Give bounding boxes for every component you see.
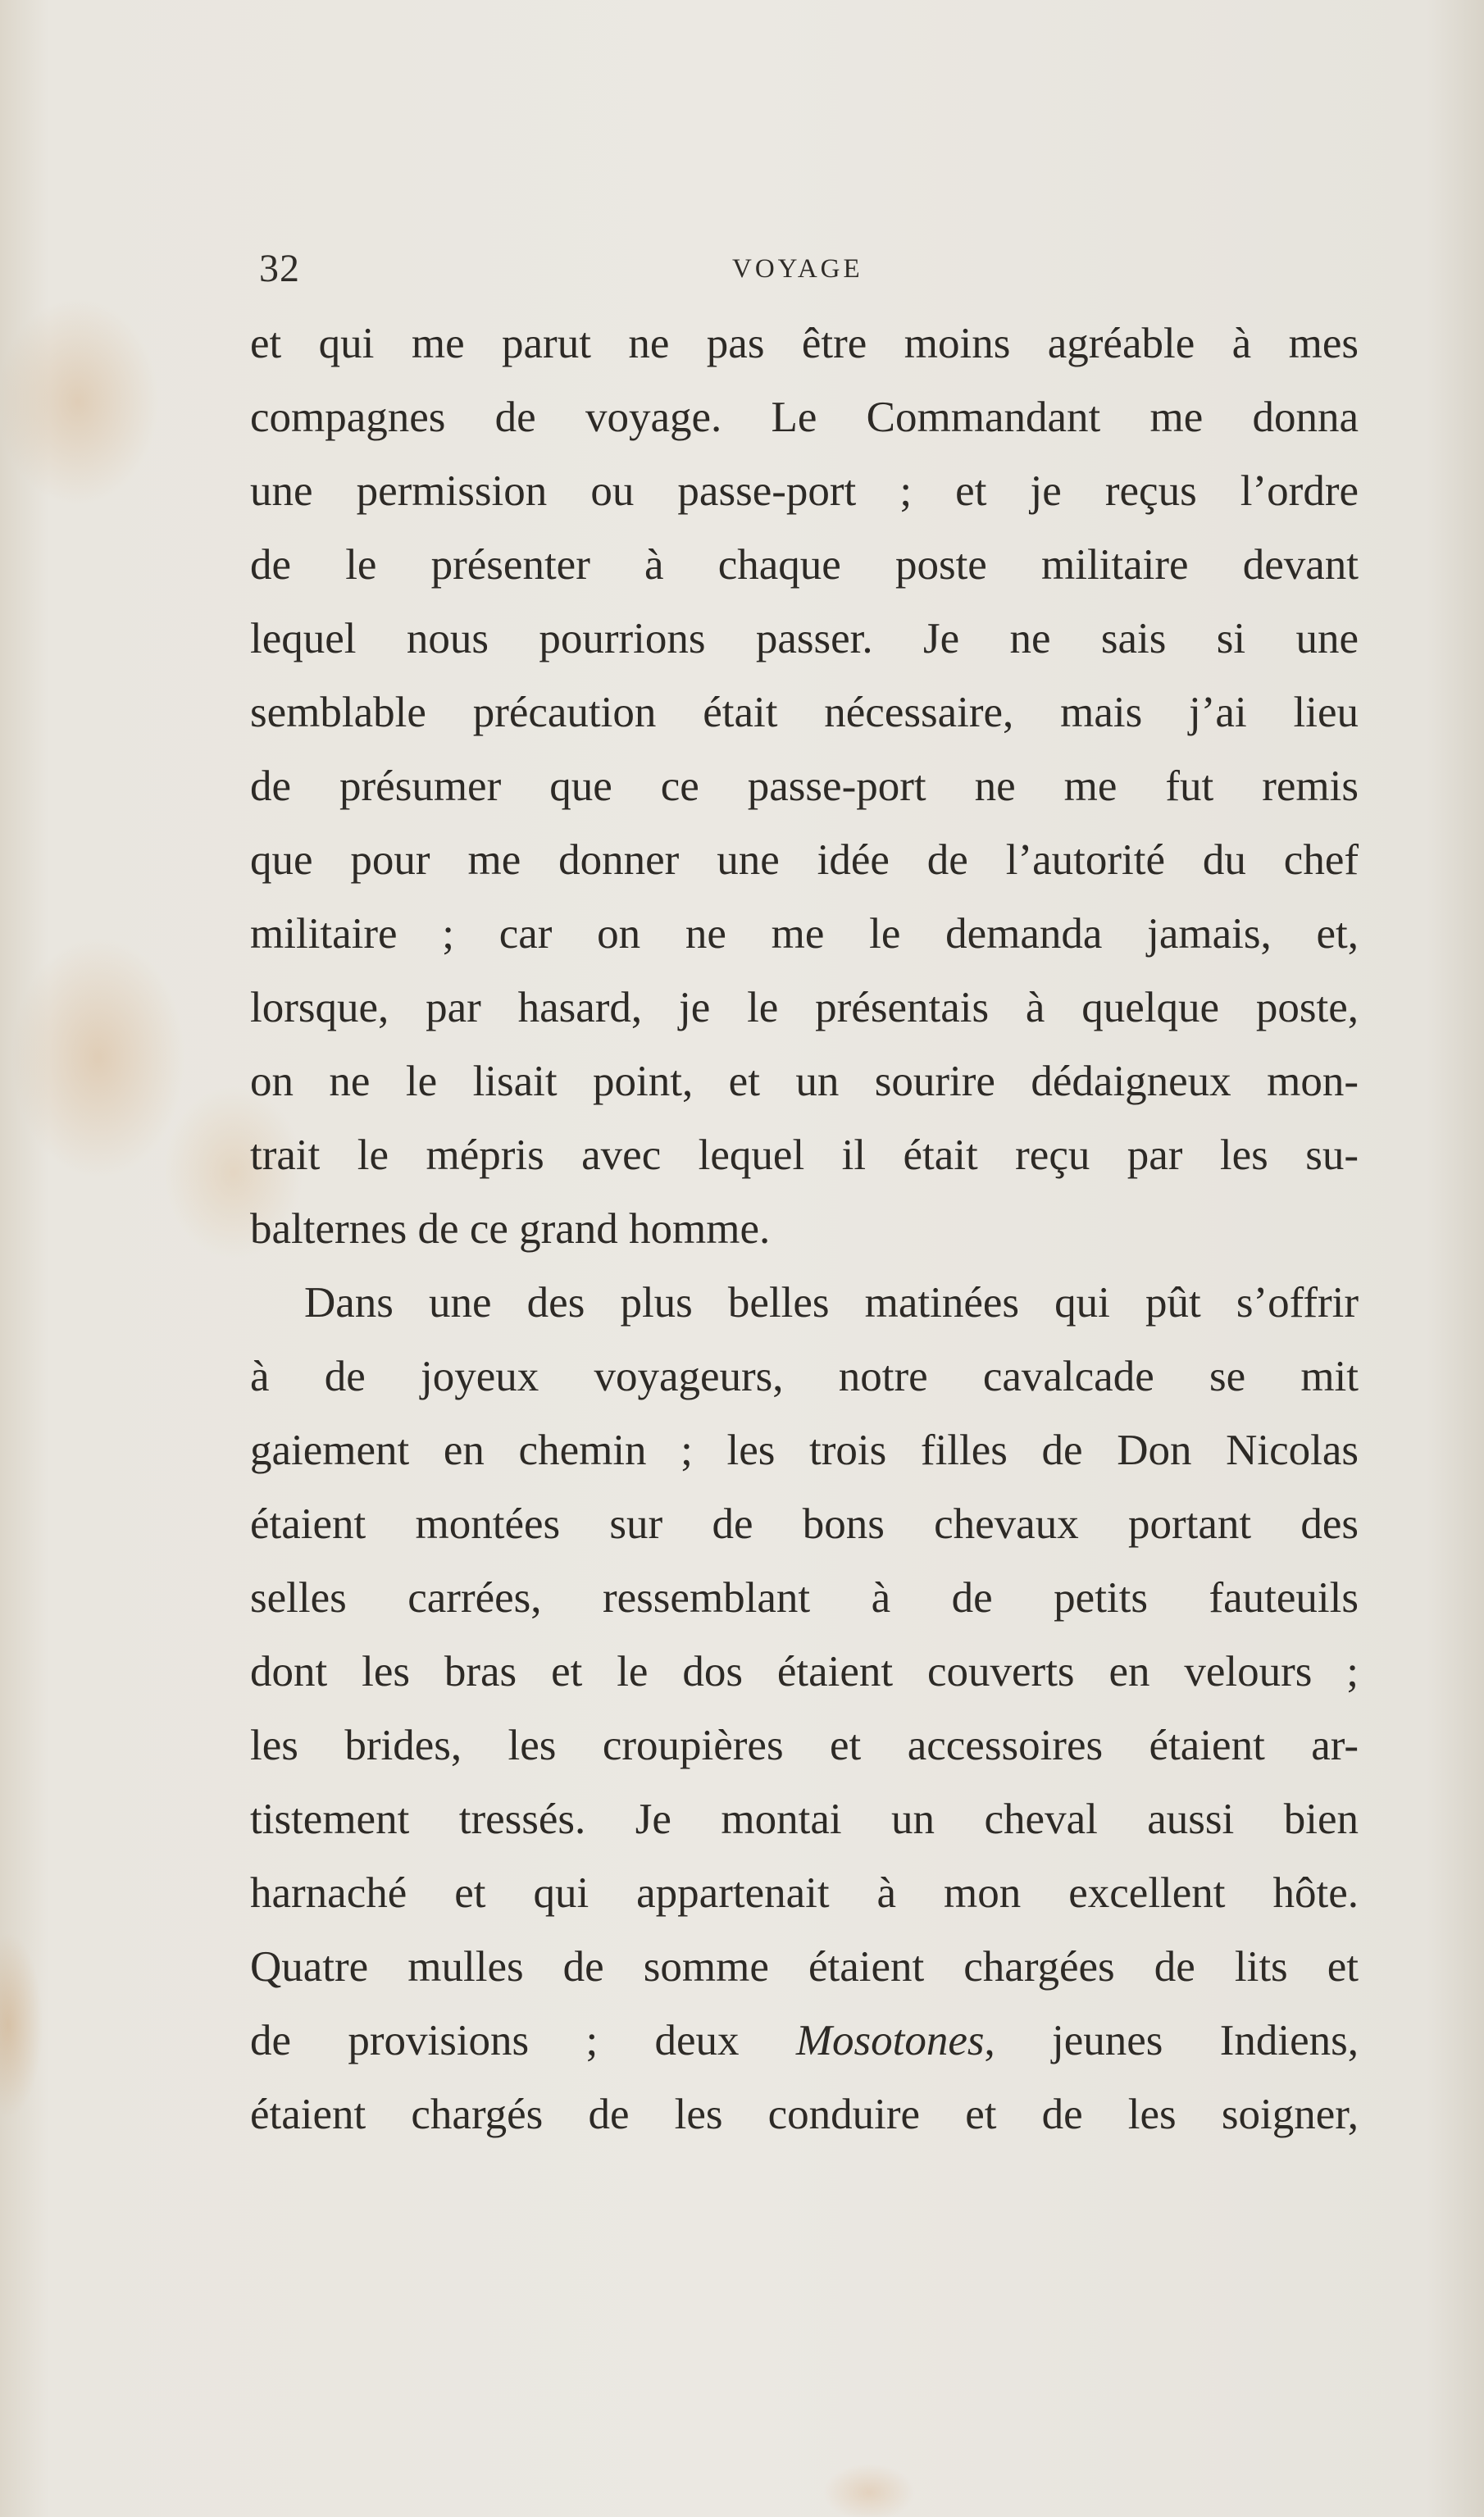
text-line: une permission ou passe-port ; et je reçus l’ordre: [250, 467, 1359, 515]
italic-term: Mosotones: [795, 2017, 985, 2064]
text-line: selles carrées, ressemblant à de petits fauteuils: [250, 1574, 1359, 1622]
text-line: Quatre mulles de somme étaient chargées de lits et: [250, 1943, 1359, 1991]
text-line: et qui me parut ne pas être moins agréable à mes: [250, 320, 1359, 367]
page-header: [0, 246, 1484, 295]
text-line: les brides, les croupières et accessoires étaient ar-: [250, 1722, 1359, 1769]
text-line: à de joyeux voyageurs, notre cavalcade se mit: [250, 1353, 1359, 1400]
text-line: dont les bras et le dos étaient couverts en velours ;: [250, 1648, 1359, 1695]
text-line: de présumer que ce passe-port ne me fut remis: [250, 762, 1359, 810]
text-line: lequel nous pourrions passer. Je ne sais si une: [250, 615, 1359, 662]
text-line: trait le mépris avec lequel il était reçu par les su-: [250, 1131, 1359, 1179]
page-number: 32: [259, 247, 300, 290]
text-line: que pour me donner une idée de l’autorité du chef: [250, 836, 1359, 884]
text-line: semblable précaution était nécessaire, mais j’ai lieu: [250, 689, 1359, 736]
text-line: compagnes de voyage. Le Commandant me donna: [250, 394, 1359, 441]
text-line: Dans une des plus belles matinées qui pût s’offrir: [304, 1279, 1359, 1327]
text-line: militaire ; car on ne me le demanda jamais, et,: [250, 910, 1359, 958]
text-line: de le présenter à chaque poste militaire devant: [250, 541, 1359, 589]
text-line: gaiement en chemin ; les trois filles de Don Nicolas: [250, 1427, 1359, 1474]
body-text: [250, 307, 1359, 2151]
text-line: [250, 2004, 1359, 2078]
text-line: on ne le lisait point, et un sourire dédaigneux mon-: [250, 1058, 1359, 1105]
text-line: lorsque, par hasard, je le présentais à quelque poste,: [250, 984, 1359, 1031]
text-line: étaient montées sur de bons chevaux portant des: [250, 1500, 1359, 1548]
text-segment: , jeunes Indiens,: [984, 2017, 1359, 2064]
running-title: VOYAGE: [732, 254, 863, 284]
text-line: harnaché et qui appartenait à mon excellent hôte.: [250, 1869, 1359, 1917]
text-line: tistement tressés. Je montai un cheval aussi bien: [250, 1796, 1359, 1843]
text-segment: de provisions ; deux: [250, 2017, 796, 2064]
text-line: balternes de ce grand homme.: [250, 1205, 771, 1253]
text-line: étaient chargés de les conduire et de les soigner,: [250, 2091, 1359, 2138]
